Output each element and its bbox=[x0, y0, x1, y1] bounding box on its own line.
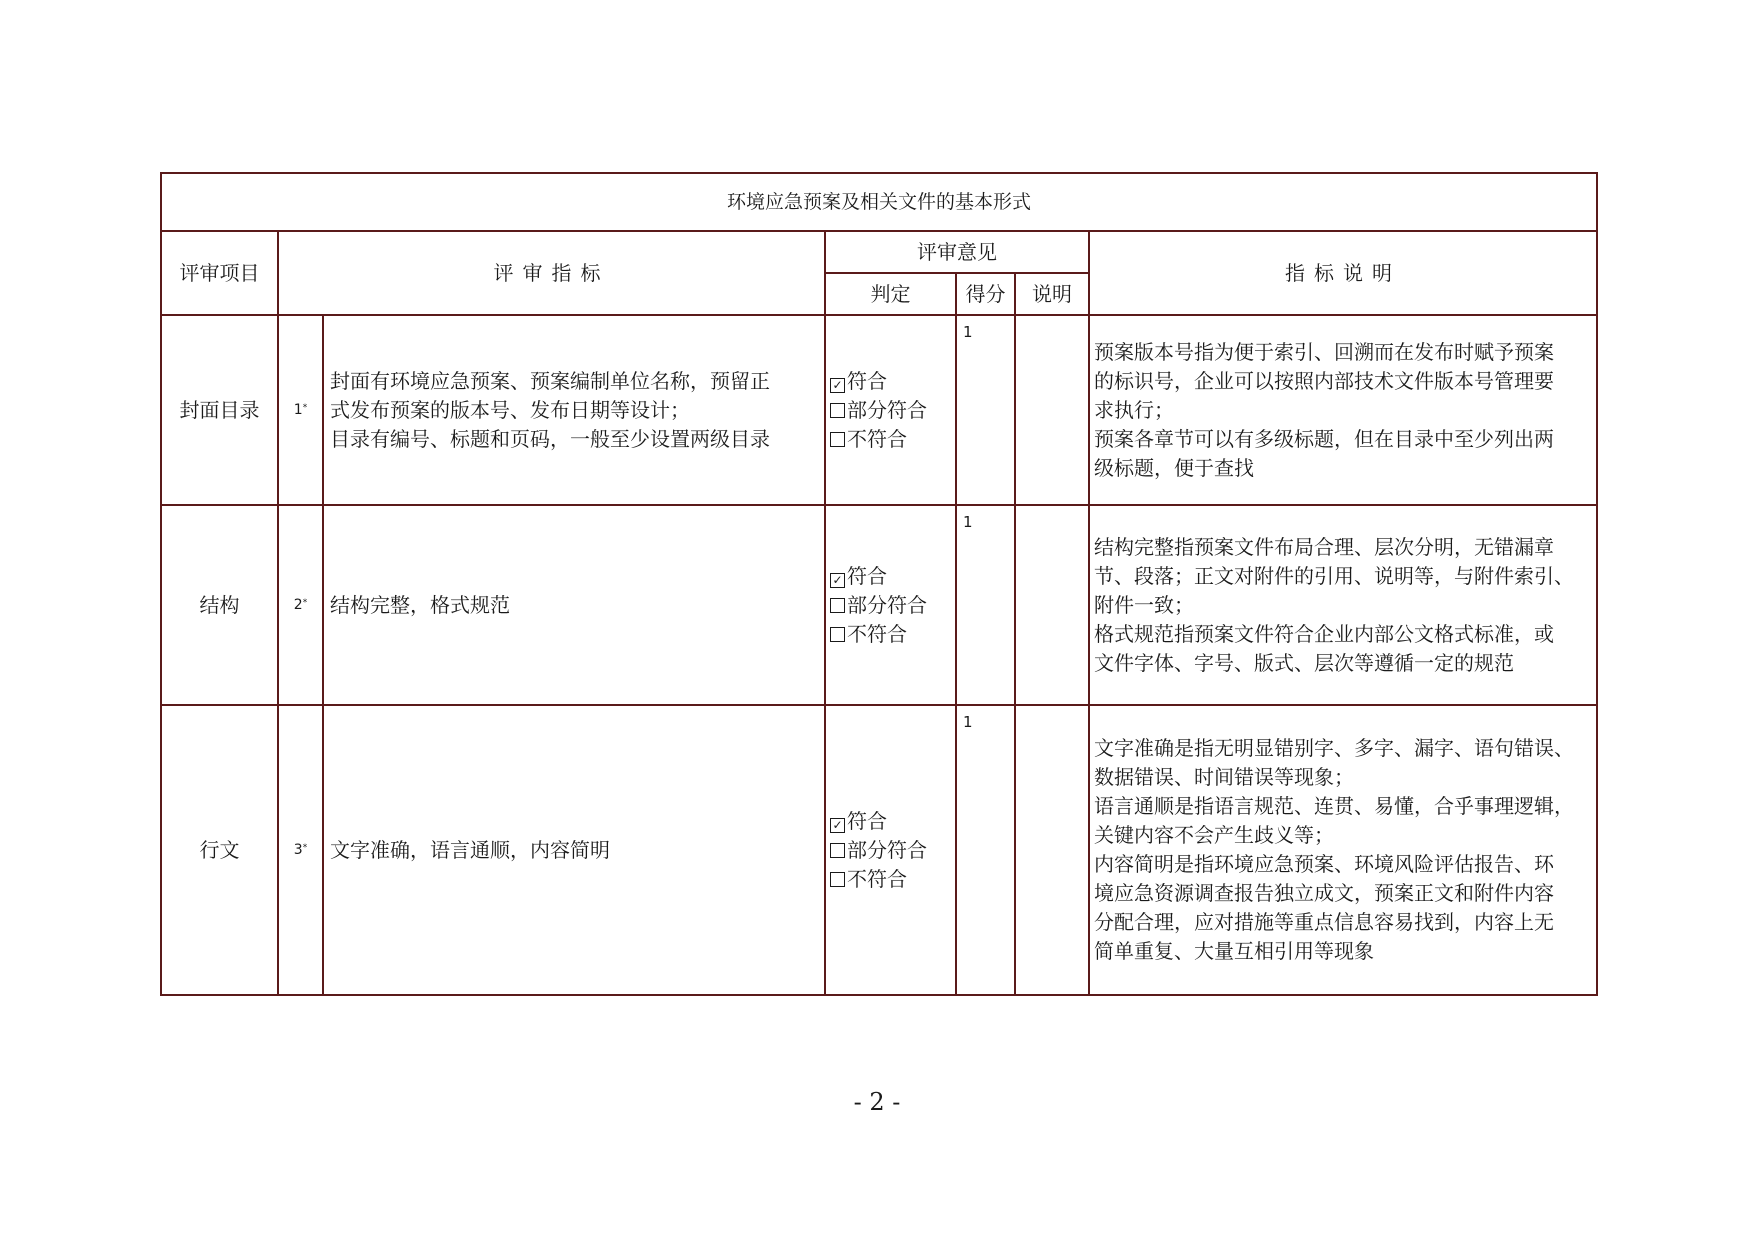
option-meets[interactable]: ✓ 符合 bbox=[830, 367, 951, 396]
row-number: 2* bbox=[278, 505, 323, 705]
explanation-line: 关键内容不会产生歧义等； bbox=[1094, 823, 1334, 847]
explanation-line: 简单重复、大量互相引用等现象 bbox=[1094, 939, 1374, 963]
row-note bbox=[1015, 505, 1089, 705]
table-title: 环境应急预案及相关文件的基本形式 bbox=[161, 173, 1597, 231]
row-category: 封面目录 bbox=[161, 315, 278, 505]
requirement-line: 文字准确，语言通顺，内容简明 bbox=[330, 837, 610, 862]
row-note bbox=[1015, 705, 1089, 995]
requirement-line: 结构完整，格式规范 bbox=[330, 592, 510, 617]
explanation-line: 内容简明是指环境应急预案、环境风险评估报告、环 bbox=[1094, 852, 1554, 876]
page-number: - 2 - bbox=[853, 1088, 901, 1116]
explanation-line: 格式规范指预案文件符合企业内部公文格式标准，或 bbox=[1094, 621, 1554, 646]
requirement-line: 目录有编号、标题和页码，一般至少设置两级目录 bbox=[330, 426, 770, 451]
row-score: 1 bbox=[956, 315, 1015, 505]
row-category: 行文 bbox=[161, 705, 278, 995]
checkbox-icon[interactable] bbox=[830, 872, 845, 887]
option-partial[interactable]: 部分符合 bbox=[830, 836, 951, 865]
header-score: 得分 bbox=[956, 273, 1015, 315]
checkbox-icon[interactable] bbox=[830, 598, 845, 613]
row-verdict bbox=[825, 705, 956, 995]
row-note bbox=[1015, 315, 1089, 505]
checkbox-icon[interactable] bbox=[830, 843, 845, 858]
checked-checkbox-icon[interactable]: ✓ bbox=[830, 573, 845, 588]
row-score: 1 bbox=[956, 505, 1015, 705]
option-fails[interactable]: 不符合 bbox=[830, 620, 951, 649]
checkbox-icon[interactable] bbox=[830, 403, 845, 418]
row-score: 1 bbox=[956, 705, 1015, 995]
option-partial[interactable]: 部分符合 bbox=[830, 396, 951, 425]
row-number: 1* bbox=[278, 315, 323, 505]
explanation-line: 节、段落；正文对附件的引用、说明等，与附件索引、 bbox=[1094, 563, 1574, 588]
header-indicator: 评审指标 bbox=[278, 231, 825, 315]
header-opinion: 评审意见 bbox=[825, 231, 1089, 273]
explanation-line: 分配合理，应对措施等重点信息容易找到，内容上无 bbox=[1094, 910, 1554, 934]
row-number: 3* bbox=[278, 705, 323, 995]
explanation-line: 求执行； bbox=[1094, 397, 1174, 422]
row-explanation bbox=[1089, 705, 1597, 995]
row-verdict bbox=[825, 315, 956, 505]
checked-checkbox-icon[interactable]: ✓ bbox=[830, 378, 845, 393]
row-requirement bbox=[323, 705, 825, 995]
header-note: 说明 bbox=[1015, 273, 1089, 315]
review-table bbox=[160, 172, 1598, 996]
explanation-line: 的标识号，企业可以按照内部技术文件版本号管理要 bbox=[1094, 368, 1554, 393]
explanation-line: 语言通顺是指语言规范、连贯、易懂，合乎事理逻辑， bbox=[1094, 794, 1574, 818]
header-verdict: 判定 bbox=[825, 273, 956, 315]
requirement-line: 封面有环境应急预案、预案编制单位名称，预留正 bbox=[330, 368, 770, 393]
option-partial[interactable]: 部分符合 bbox=[830, 591, 951, 620]
explanation-line: 预案各章节可以有多级标题，但在目录中至少列出两 bbox=[1094, 426, 1554, 451]
explanation-line: 级标题，便于查找 bbox=[1094, 455, 1254, 480]
row-explanation bbox=[1089, 505, 1597, 705]
explanation-line: 境应急资源调查报告独立成文，预案正文和附件内容 bbox=[1094, 881, 1554, 905]
explanation-line: 文件字体、字号、版式、层次等遵循一定的规范 bbox=[1094, 650, 1514, 675]
option-meets[interactable]: ✓ 符合 bbox=[830, 562, 951, 591]
checkbox-icon[interactable] bbox=[830, 627, 845, 642]
requirement-line: 式发布预案的版本号、发布日期等设计； bbox=[330, 397, 690, 422]
option-meets[interactable]: ✓ 符合 bbox=[830, 807, 951, 836]
header-item: 评审项目 bbox=[161, 231, 278, 315]
explanation-line: 文字准确是指无明显错别字、多字、漏字、语句错误、 bbox=[1094, 736, 1574, 760]
header-explanation: 指标说明 bbox=[1089, 231, 1597, 315]
checked-checkbox-icon[interactable]: ✓ bbox=[830, 818, 845, 833]
row-requirement bbox=[323, 315, 825, 505]
table-row bbox=[161, 705, 1597, 995]
table-row bbox=[161, 315, 1597, 505]
row-explanation bbox=[1089, 315, 1597, 505]
checkbox-icon[interactable] bbox=[830, 432, 845, 447]
explanation-line: 附件一致； bbox=[1094, 592, 1194, 617]
explanation-line: 预案版本号指为便于索引、回溯而在发布时赋予预案 bbox=[1094, 339, 1554, 364]
row-category: 结构 bbox=[161, 505, 278, 705]
option-fails[interactable]: 不符合 bbox=[830, 865, 951, 894]
explanation-line: 数据错误、时间错误等现象； bbox=[1094, 765, 1354, 789]
row-requirement bbox=[323, 505, 825, 705]
option-fails[interactable]: 不符合 bbox=[830, 425, 951, 454]
review-sheet bbox=[160, 172, 1596, 996]
row-verdict bbox=[825, 505, 956, 705]
table-row bbox=[161, 505, 1597, 705]
explanation-line: 结构完整指预案文件布局合理、层次分明，无错漏章 bbox=[1094, 534, 1554, 559]
